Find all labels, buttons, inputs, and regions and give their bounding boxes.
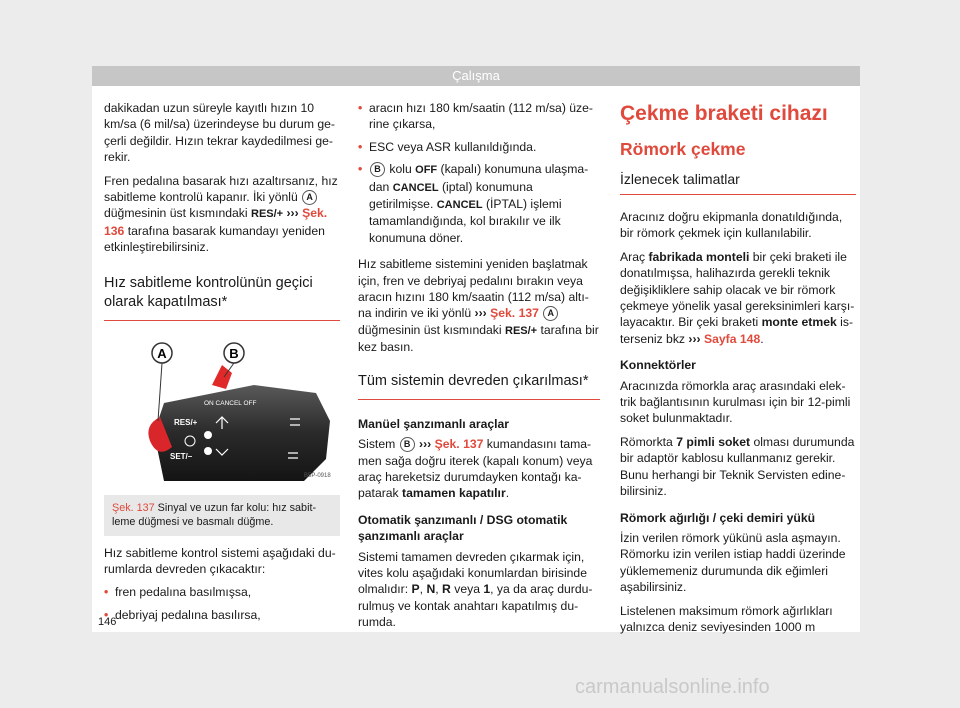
text-bold: fabrikada monteli: [648, 249, 750, 264]
text: tarafına bir kez basın.: [358, 322, 599, 355]
figure-caption: [104, 495, 340, 536]
lever-positions: ON CANCEL OFF: [204, 399, 257, 407]
page-link[interactable]: Sayfa 148: [704, 331, 761, 346]
subheading: Manüel şanzımanlı araçlar: [358, 416, 510, 431]
section-header: Çalışma: [92, 66, 860, 86]
column-1: [104, 100, 340, 629]
column-3: [620, 100, 856, 642]
paragraph: [620, 434, 856, 500]
text: bir çeki braketi ile donatılmışsa, halihazırda gerekli teknik değişikliklere sahip olacak ve bir römork çekmeye yönelik yasal gereksinimleri karşı-layacaktır. Bir çeki braketi: [620, 249, 855, 330]
text: kolu: [389, 162, 412, 177]
text: kumandasını tama-men sağa doğru iterek (kapalı konum) veya araç hareketsiz durumdayken kontağı ka-patarak: [358, 437, 593, 501]
paragraph: [104, 545, 340, 578]
key-label: RES/+: [251, 208, 284, 221]
subheading: Römork ağırlığı / çeki demiri yükü: [620, 510, 816, 525]
badge-b: B: [400, 437, 415, 452]
text: Listelenen maksimum römork ağırlıkları yalnızca deniz seviyesinden 1000 m: [620, 603, 833, 634]
paragraph: [358, 436, 600, 502]
caption-text: Sinyal ve uzun far kolu: hız sabit-leme düğmesi ve basmalı düğme.: [112, 502, 317, 529]
text: (kapalı) konumuna ulaşma-dan: [369, 162, 589, 194]
text: Hız sabitleme kontrol sistemi aşağıdaki du-rumlarda devreden çıkacaktır:: [104, 545, 336, 577]
set-label: SET/–: [170, 451, 193, 461]
text-bold: monte etmek: [761, 315, 837, 330]
text: (iptal) konumuna getirilmişse.: [369, 179, 533, 212]
paragraph: [358, 256, 600, 355]
text: Araç: [620, 249, 646, 264]
gear-r: R: [442, 582, 451, 597]
text: veya: [454, 582, 480, 597]
badge-a: A: [543, 306, 558, 321]
figure-link[interactable]: Şek. 137: [434, 437, 484, 452]
text: .: [760, 331, 764, 346]
watermark: carmanualsonline.info: [575, 676, 770, 698]
subheading: Otomatik şanzımanlı / DSG otomatik şanzımanlı araçlar: [358, 512, 568, 544]
key-label: CANCEL: [436, 199, 483, 212]
res-label: RES/+: [174, 417, 198, 427]
paragraph: [104, 173, 340, 256]
gear-1: 1: [483, 582, 491, 597]
figure: [104, 341, 340, 531]
text: düğmesinin üst kısmındaki: [104, 206, 248, 221]
list-item: • debriyaj pedalına basılırsa,: [104, 607, 340, 623]
section-heading: Tüm sistemin devreden çıkarılması*: [358, 372, 600, 400]
headlight-icon: [204, 431, 212, 439]
paragraph: [620, 378, 856, 427]
text: düğmesinin üst kısmındaki: [358, 322, 502, 337]
figure-link[interactable]: Şek. 137: [490, 306, 539, 321]
text: İzin verilen römork yükünü asla aşmayın. Römorku izin verilen istiap haddi üzerinde yüklememeniz durumunda dik eğimleri aşabilirsiniz.: [620, 530, 846, 595]
text: is-terseniz bkz: [620, 315, 854, 346]
text: , ya da araç durdu-rulmuş ve kontak anahtarı kapatılmış du-rumda.: [358, 582, 593, 630]
section-heading: İzlenecek talimatlar: [620, 170, 856, 195]
text: .: [505, 486, 510, 501]
callout-b-label: B: [229, 345, 239, 361]
arrow-icon: ›››: [286, 206, 299, 221]
text: Aracınızda römorkla araç arasındaki elek-trik bağlantısının kurulması için bir 12-pimli soket bulunmaktadır.: [620, 378, 851, 426]
paragraph: [620, 530, 856, 596]
arrow-icon: ›››: [688, 331, 701, 346]
paragraph: Sistemi tamamen devreden çıkarmak için, vites kolu aşağıdaki konumlardan birisinde olmalıdır: P, N, R veya 1, ya da araç durdu-rulmuş ve kontak anahtarı kapatılmış du-rumda.: [358, 549, 593, 630]
text: Hız sabitleme sistemini yeniden başlatmak için, fren ve debriyaj pedalını bırakın veya aracın hızını 180 km/saatin (112 m/sa) altı-na indirin ve iki yönlü: [358, 257, 589, 321]
page-number: 146: [98, 616, 117, 628]
paragraph: [620, 209, 856, 242]
key-label: CANCEL: [392, 181, 439, 194]
list-item: • fren pedalına basılmışsa,: [104, 584, 340, 600]
key-label: RES/+: [505, 324, 538, 337]
chapter-subtitle: Römork çekme: [620, 139, 746, 159]
key-label: OFF: [415, 164, 438, 177]
arrow-icon: ›››: [474, 306, 487, 321]
gear-p: P: [411, 582, 420, 597]
gear-n: N: [426, 582, 436, 597]
column-2: [358, 100, 600, 638]
text: tarafına basarak kumandayı yeniden etkinleştirebilirsiniz.: [104, 223, 325, 255]
subheading: Konnektörler: [620, 358, 696, 373]
text: Fren pedalına basarak hızı azaltırsanız, hız sabitleme kontrolü kapanır. İki yönlü: [104, 173, 338, 205]
list-item: • ESC veya ASR kullanıldığında.: [358, 139, 600, 155]
figure-code: B5P-0918: [304, 472, 331, 479]
section-heading: Hız sabitleme kontrolünün geçici olarak kapatılması*: [104, 274, 340, 321]
list-item: • aracın hızı 180 km/saatin (112 m/sa) üze-rine çıkarsa,: [358, 100, 600, 133]
text: olması durumunda bir adaptör kablosu kullanmanız gerekir. Bunu herhangi bir Teknik Servisten edine-bilirsiniz.: [620, 434, 855, 499]
list-item: [358, 161, 600, 246]
paragraph: [620, 603, 856, 636]
text-bold: 7 pimli soket: [676, 434, 751, 449]
paragraph: [620, 249, 856, 347]
chapter-title: Çekme braketi cihazı: [620, 102, 828, 125]
caption-ref: Şek. 137: [112, 502, 155, 515]
text: (İPTAL) işlemi tamamlandığında, kol bırakılır ve ilk konumuna döner.: [369, 197, 562, 245]
text: Aracınız doğru ekipmanla donatıldığında, bir römork çekmek için kullanılabilir.: [620, 210, 843, 241]
text-bold: tamamen kapatılır: [402, 486, 506, 501]
text: Römorkta: [620, 434, 673, 449]
headlight-icon: [204, 447, 212, 455]
badge-b: B: [370, 162, 385, 177]
badge-a: A: [302, 190, 317, 205]
lever-illustration: [104, 341, 340, 491]
text: dakikadan uzun süreyle kayıtlı hızın 10 km/sa (6 mil/sa) üzerindeyse bu durum ge-çerli değildir. Hızın tekrar kaydedilmesi ge-rekir.: [104, 101, 335, 165]
arrow-icon: ›››: [419, 437, 432, 452]
figure-link[interactable]: Şek. 136: [104, 206, 328, 238]
text: Sistemi tamamen devreden çıkarmak için, vites kolu aşağıdaki konumlardan birisinde olmalıdır:: [358, 549, 587, 597]
callout-a-label: A: [157, 345, 167, 361]
paragraph: [104, 100, 340, 166]
text: Sistem: [358, 437, 396, 452]
